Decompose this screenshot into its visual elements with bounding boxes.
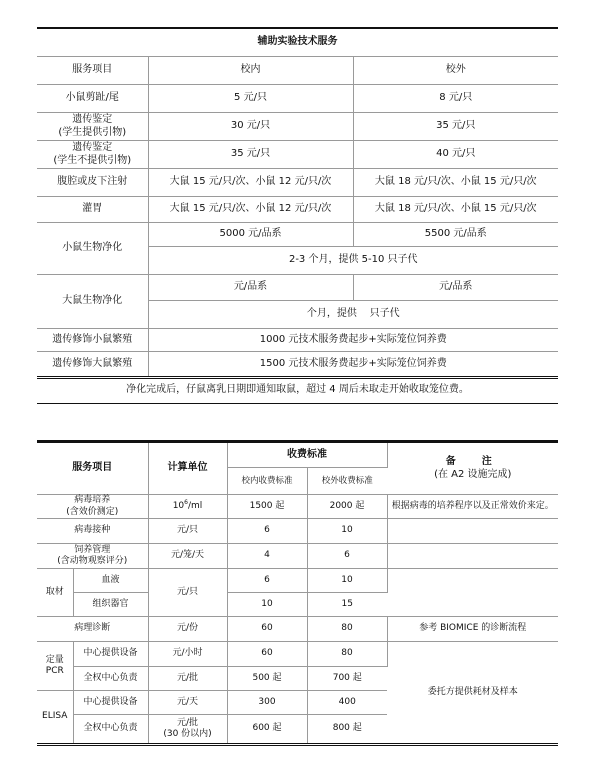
table-row — [37, 113, 558, 141]
table-title: 辅助实验技术服务 — [37, 28, 558, 57]
row-label: 病理诊断 — [37, 617, 148, 642]
price-out: 大鼠 18 元/只/次、小鼠 15 元/只/次 — [353, 169, 558, 197]
price-out: 8 元/只 — [353, 85, 558, 113]
unit: 元/小时 — [148, 642, 227, 667]
unit: 元/份 — [148, 617, 227, 642]
fee-out: 700 起 — [307, 667, 387, 691]
unit: 元/笼/天 — [148, 544, 227, 569]
price-out: 35 元/只 — [353, 113, 558, 141]
fee-out: 400 — [307, 691, 387, 715]
header-remark: 备 注 (在 A2 设施完成) — [387, 442, 558, 495]
fee-in: 4 — [227, 544, 307, 569]
table-row — [37, 519, 558, 544]
fee-in: 60 — [227, 642, 307, 667]
remark — [387, 569, 558, 617]
fee-out: 10 — [307, 569, 387, 593]
remark: 委托方提供耗材及样本 — [387, 642, 558, 745]
row-label: 灌胃 — [37, 197, 148, 223]
fee-in: 600 起 — [227, 715, 307, 745]
fee-out: 2000 起 — [307, 495, 387, 519]
group-label: ELISA — [37, 691, 73, 745]
price-in: 元/品系 — [148, 275, 353, 301]
remark: 参考 BIOMICE 的诊断流程 — [387, 617, 558, 642]
header-item: 服务项目 — [37, 442, 148, 495]
row-label: 遗传修饰小鼠繁殖 — [37, 329, 148, 352]
row-label: 遗传修饰大鼠繁殖 — [37, 352, 148, 378]
price-in: 30 元/只 — [148, 113, 353, 141]
unit: 元/只 — [148, 519, 227, 544]
group-label: 定量 PCR — [37, 642, 73, 691]
table-row — [37, 495, 558, 519]
remark: 根据病毒的培养程序以及正常效价来定。 — [387, 495, 558, 519]
row-label: 血液 — [73, 569, 148, 593]
virus-services-table — [37, 440, 558, 746]
fee-out: 80 — [307, 617, 387, 642]
row-label: 遗传鉴定 (学生提供引物) — [37, 113, 148, 141]
header-item: 服务项目 — [37, 57, 148, 85]
header-fee-in: 校内收费标准 — [227, 468, 307, 495]
fee-out: 6 — [307, 544, 387, 569]
fee-out: 80 — [307, 642, 387, 667]
price-in: 35 元/只 — [148, 141, 353, 169]
row-label: 全权中心负责 — [73, 715, 148, 745]
row-label: 腹腔或皮下注射 — [37, 169, 148, 197]
header-off-campus: 校外 — [353, 57, 558, 85]
table-row — [37, 141, 558, 169]
fee-out: 10 — [307, 519, 387, 544]
row-label: 全权中心负责 — [73, 667, 148, 691]
auxiliary-services-table — [37, 27, 558, 379]
remark — [387, 519, 558, 544]
fee-in: 1500 起 — [227, 495, 307, 519]
price-out: 大鼠 18 元/只/次、小鼠 15 元/只/次 — [353, 197, 558, 223]
price-out: 元/品系 — [353, 275, 558, 301]
remark — [387, 544, 558, 569]
fee-in: 6 — [227, 569, 307, 593]
table-row — [37, 275, 558, 301]
fee-in: 300 — [227, 691, 307, 715]
fee-in: 10 — [227, 593, 307, 617]
group-label: 取材 — [37, 569, 73, 617]
header-fee: 收费标准 — [227, 442, 387, 468]
row-label: 病毒接种 — [37, 519, 148, 544]
row-label: 饲养管理 (含动物观察评分) — [37, 544, 148, 569]
table-row — [37, 223, 558, 247]
row-label: 中心提供设备 — [73, 691, 148, 715]
price-out: 40 元/只 — [353, 141, 558, 169]
table-row — [37, 617, 558, 642]
unit: $10^6/ml$ — [148, 495, 227, 519]
table-row — [37, 197, 558, 223]
row-label: 小鼠生物净化 — [37, 223, 148, 275]
table-row — [37, 544, 558, 569]
fee-in: 6 — [227, 519, 307, 544]
fee-in: 500 起 — [227, 667, 307, 691]
table-row — [37, 569, 558, 593]
header-fee-out: 校外收费标准 — [307, 468, 387, 495]
fee-out: 15 — [307, 593, 387, 617]
price: 1000 元技术服务费起步+实际笼位饲养费 — [148, 329, 558, 352]
unit: 元/批 (30 份以内) — [148, 715, 227, 745]
purify-note: 2-3 个月，提供 5-10 只子代 — [148, 247, 558, 275]
fee-in: 60 — [227, 617, 307, 642]
fee-out: 800 起 — [307, 715, 387, 745]
header-unit: 计算单位 — [148, 442, 227, 495]
row-label: 病毒培养 (含效价测定) — [37, 495, 148, 519]
unit: 元/批 — [148, 667, 227, 691]
row-label: 小鼠剪趾/尾 — [37, 85, 148, 113]
price-in: 大鼠 15 元/只/次、小鼠 12 元/只/次 — [148, 169, 353, 197]
purification-footnote: 净化完成后，仔鼠离乳日期即通知取鼠，超过 4 周后未取走开始收取笼位费。 — [37, 377, 558, 404]
table-row — [37, 329, 558, 352]
price-in: 大鼠 15 元/只/次、小鼠 12 元/只/次 — [148, 197, 353, 223]
unit: 元/只 — [148, 569, 227, 617]
price-in: 5000 元/品系 — [148, 223, 353, 247]
row-label: 大鼠生物净化 — [37, 275, 148, 329]
table-row — [37, 642, 558, 667]
table-row — [37, 352, 558, 378]
table-row — [37, 169, 558, 197]
price: 1500 元技术服务费起步+实际笼位饲养费 — [148, 352, 558, 378]
unit: 元/天 — [148, 691, 227, 715]
price-out: 5500 元/品系 — [353, 223, 558, 247]
row-label: 组织器官 — [73, 593, 148, 617]
table-row — [37, 85, 558, 113]
row-label: 遗传鉴定 (学生不提供引物) — [37, 141, 148, 169]
header-on-campus: 校内 — [148, 57, 353, 85]
purify-note: 个月，提供 只子代 — [148, 301, 558, 329]
price-in: 5 元/只 — [148, 85, 353, 113]
row-label: 中心提供设备 — [73, 642, 148, 667]
